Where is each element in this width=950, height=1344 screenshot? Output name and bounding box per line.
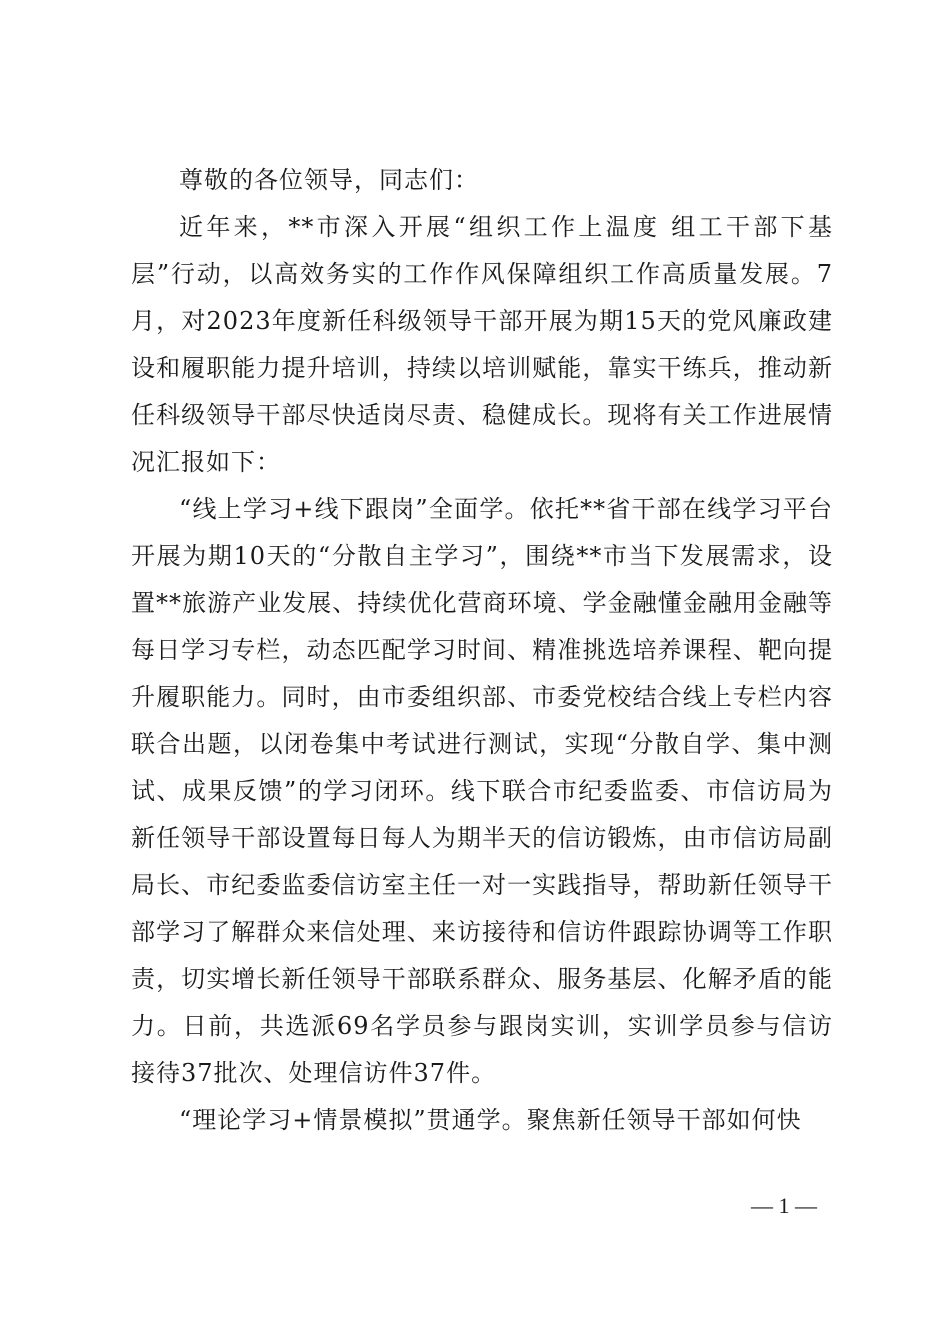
salutation: 尊敬的各位领导，同志们： [179, 166, 479, 194]
paragraph-theory-simulation: “理论学习+情景模拟”贯通学。聚焦新任领导干部如何快 [179, 1106, 802, 1134]
paragraph-online-offline: “线上学习+线下跟岗”全面学。依托**省干部在线学习平台开展为期10天的“分散自主学习”，围绕**市当下发展需求，设置**旅游产业发展、持续优化营商环境、学金融懂金融用金融等每日学习专栏，动态匹配学习时间、精准挑选培养课程、靶向提升履职能力。同时，由市委组织部、市委党校结合线上专栏内容联合出题，以闭卷集中考试进行测试，实现“分散自学、集中测试、成果反馈”的学习闭环。线下联合市纪委监委、市信访局为新任领导干部设置每日每人为期半天的信访锻炼，由市信访局副局长、市纪委监委信访室主任一对一实践指导，帮助新任领导干部学习了解群众来信处理、来访接待和信访件跟踪协调等工作职责，切实增长新任领导干部联系群众、服务基层、化解矛盾的能力。日前，共选派69名学员参与跟岗实训，实训学员参与信访接待37批次、处理信访件37件。 [131, 495, 833, 1087]
document-body [131, 157, 833, 1144]
page-number: — 1 — [751, 1193, 817, 1218]
paragraph-intro: 近年来，**市深入开展“组织工作上温度 组工干部下基层”行动，以高效务实的工作作风保障组织工作高质量发展。7月，对2023年度新任科级领导干部开展为期15天的党风廉政建设和履职能力提升培训，持续以培训赋能，靠实干练兵，推动新任科级领导干部尽快适岗尽责、稳健成长。现将有关工作进展情况汇报如下： [131, 213, 833, 476]
